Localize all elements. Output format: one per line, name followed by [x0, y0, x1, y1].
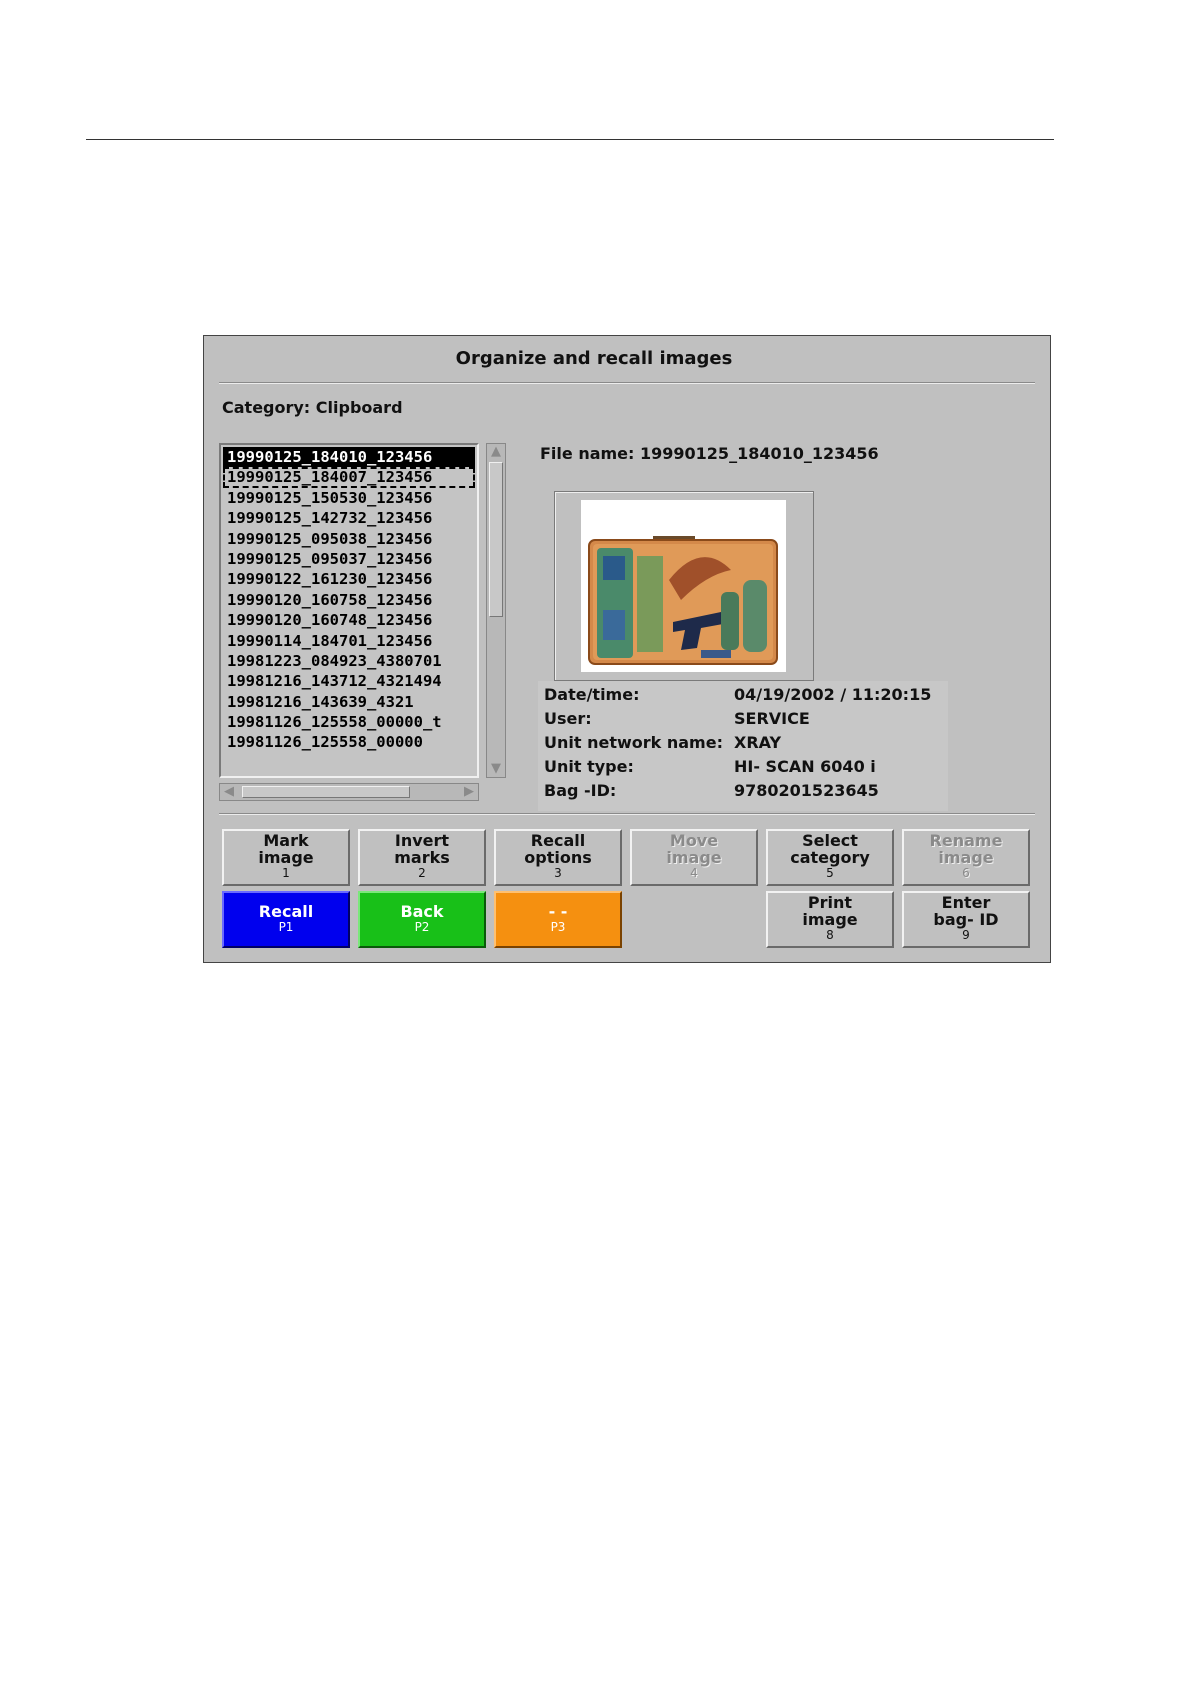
invert-marks-button[interactable] — [358, 829, 486, 886]
recall-button[interactable] — [222, 891, 350, 948]
scroll-left-arrow-icon[interactable]: ◀ — [224, 784, 234, 799]
list-item[interactable]: 19981216_143712_4321494 — [227, 672, 442, 691]
select-category-button[interactable] — [766, 829, 894, 886]
button-key: 3 — [554, 866, 562, 880]
button-key: 9 — [962, 928, 970, 942]
print-image-button[interactable] — [766, 891, 894, 948]
button-label: image — [666, 848, 722, 867]
info-value: HI- SCAN 6040 i — [734, 757, 876, 776]
scroll-right-arrow-icon[interactable]: ▶ — [464, 784, 474, 799]
button-label: Recall — [258, 902, 314, 921]
p3-button[interactable] — [494, 891, 622, 948]
info-label: User: — [544, 709, 592, 728]
file-list-vertical-scrollbar[interactable] — [486, 443, 506, 778]
button-label: - - — [548, 902, 568, 921]
list-item[interactable]: 19990122_161230_123456 — [227, 570, 433, 589]
list-item[interactable]: 19981223_084923_4380701 — [227, 651, 442, 670]
button-key: 2 — [418, 866, 426, 880]
button-key: 1 — [282, 866, 290, 880]
file-name-label: File name: 19990125_184010_123456 — [540, 444, 879, 463]
list-item[interactable]: 19990120_160758_123456 — [227, 590, 433, 609]
button-key: P2 — [414, 920, 430, 934]
window-title: Organize and recall images — [455, 348, 733, 369]
list-item[interactable]: 19981126_125558_00000_t — [227, 713, 442, 732]
horizontal-scroll-thumb[interactable] — [242, 786, 410, 798]
xray-bag-image-icon — [581, 500, 786, 672]
list-item[interactable]: 19990125_184010_123456 — [223, 447, 475, 467]
button-label: Select — [802, 831, 858, 850]
button-label: Recall — [530, 831, 586, 850]
button-key: P3 — [550, 920, 566, 934]
buttons-divider — [219, 813, 1035, 815]
title-divider — [219, 382, 1035, 384]
organize-recall-window — [203, 335, 1051, 963]
button-label: Move — [669, 831, 719, 850]
button-label: image — [258, 848, 314, 867]
button-key: 8 — [826, 928, 834, 942]
button-label: bag- ID — [933, 910, 999, 929]
list-item[interactable]: 19990125_184007_123456 — [223, 467, 475, 487]
info-label: Bag -ID: — [544, 781, 617, 800]
image-preview-frame — [554, 491, 814, 681]
button-label: Back — [400, 902, 444, 921]
list-item[interactable]: 19990125_095038_123456 — [227, 529, 433, 548]
vertical-scroll-thumb[interactable] — [489, 462, 503, 617]
button-label: Print — [807, 893, 853, 912]
scroll-up-arrow-icon[interactable]: ▲ — [491, 444, 501, 459]
button-label: Invert — [394, 831, 450, 850]
info-label: Unit type: — [544, 757, 634, 776]
button-key: 6 — [962, 866, 970, 880]
category-label: Category: Clipboard — [222, 398, 403, 417]
enter-bag-id-button[interactable] — [902, 891, 1030, 948]
button-key: P1 — [278, 920, 294, 934]
info-value: 9780201523645 — [734, 781, 879, 800]
scroll-down-arrow-icon[interactable]: ▼ — [491, 761, 501, 776]
button-label: options — [524, 848, 592, 867]
page-header-rule — [86, 139, 1054, 140]
list-item[interactable]: 19990125_150530_123456 — [227, 488, 433, 507]
info-label: Unit network name: — [544, 733, 723, 752]
mark-image-button[interactable] — [222, 829, 350, 886]
move-image-button[interactable] — [630, 829, 758, 886]
button-label: image — [938, 848, 994, 867]
button-label: marks — [394, 848, 450, 867]
recall-options-button[interactable] — [494, 829, 622, 886]
button-label: category — [790, 848, 870, 867]
list-item[interactable]: 19990114_184701_123456 — [227, 631, 433, 650]
list-item[interactable]: 19990125_142732_123456 — [227, 509, 433, 528]
button-label: Rename — [929, 831, 1003, 850]
file-list[interactable] — [219, 443, 479, 778]
file-list-horizontal-scrollbar[interactable] — [219, 783, 479, 801]
button-label: Mark — [263, 831, 309, 850]
info-value: 04/19/2002 / 11:20:15 — [734, 685, 932, 704]
list-item[interactable]: 19981126_125558_00000 — [227, 733, 423, 752]
list-item[interactable]: 19981216_143639_4321 — [227, 692, 414, 711]
button-key: 4 — [690, 866, 698, 880]
button-label: image — [802, 910, 858, 929]
list-item[interactable]: 19990120_160748_123456 — [227, 611, 433, 630]
button-label: Enter — [941, 893, 991, 912]
info-value: XRAY — [734, 733, 782, 752]
info-value: SERVICE — [734, 709, 810, 728]
image-info-panel — [538, 681, 948, 811]
rename-image-button[interactable] — [902, 829, 1030, 886]
button-key: 5 — [826, 866, 834, 880]
info-label: Date/time: — [544, 685, 640, 704]
list-item[interactable]: 19990125_095037_123456 — [227, 549, 433, 568]
back-button[interactable] — [358, 891, 486, 948]
